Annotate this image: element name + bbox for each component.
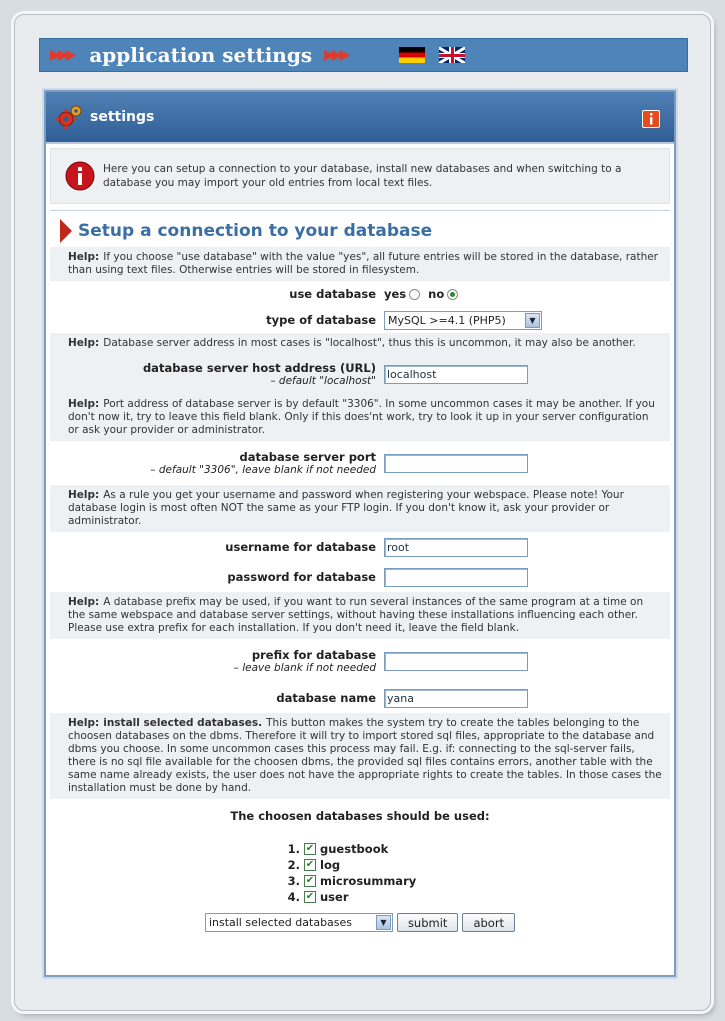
uk-flag-icon[interactable] xyxy=(439,47,465,63)
panel-title: settings xyxy=(90,109,155,125)
gears-icon xyxy=(56,103,84,131)
help-login xyxy=(50,485,670,532)
database-type-select[interactable] xyxy=(384,311,542,330)
database-list xyxy=(50,841,670,905)
host-label xyxy=(50,361,384,387)
help-label: Help: xyxy=(68,596,100,608)
item-number: 3. xyxy=(287,874,300,888)
prefix-label xyxy=(50,648,384,674)
section-title: Setup a connection to your database xyxy=(78,221,433,241)
arrows-icon: ▶▶▶ xyxy=(324,47,348,63)
username-row xyxy=(50,532,670,562)
database-type-value: MySQL >=4.1 (PHP5) xyxy=(388,313,506,327)
no-label: no xyxy=(428,287,445,301)
list-item xyxy=(280,857,670,873)
help-text: This button makes the system try to create the tables belonging to the choosen databases on the dbms. Therefore it will try to import stored sql files, appropriate to the database and dbms you choose. In some uncommon cases this process may fail. E.g. if: connecting to the sql-server fails, there is no sql file available for the choosen dbms, the provided sql files contains errors, another table with the same name already exists, the user does not have the appropriate rights to create the tables. In those cases the installation must be done by hand. xyxy=(68,717,662,794)
help-host xyxy=(50,333,670,354)
help-label: Help: xyxy=(68,717,100,729)
help-prefix xyxy=(50,592,670,639)
info-icon[interactable] xyxy=(642,110,660,128)
chevron-down-icon[interactable]: ▼ xyxy=(376,915,391,930)
chevron-down-icon[interactable]: ▼ xyxy=(525,313,540,328)
settings-panel xyxy=(44,90,676,977)
username-input[interactable] xyxy=(384,538,528,557)
item-number: 1. xyxy=(287,842,300,856)
list-item xyxy=(280,841,670,857)
use-database-no-radio[interactable] xyxy=(447,289,458,300)
item-label: microsummary xyxy=(320,874,417,888)
port-sub-label: – default "3306", leave blank if not needed xyxy=(150,464,376,476)
submit-button[interactable]: submit xyxy=(397,913,459,932)
help-text: A database prefix may be used, if you want to run several instances of the same program at a time on the same webspace and database server settings, without having these installations influencing each other. Please use extra prefix for each installation. If you don't need it, leave the field blank. xyxy=(68,596,644,634)
port-row xyxy=(50,441,670,485)
log-checkbox[interactable]: ✔ xyxy=(305,859,315,870)
port-label-text: database server port xyxy=(239,450,376,464)
app-title: application settings xyxy=(89,43,313,67)
app-title-bar xyxy=(39,38,688,72)
help-install xyxy=(50,713,670,799)
info-icon xyxy=(65,161,95,191)
type-label: type of database xyxy=(266,313,376,327)
intro-text: Here you can setup a connection to your database, install new databases and when switching to a database you may import your old entries from local text files. xyxy=(103,163,622,189)
databases-title: The choosen databases should be used: xyxy=(230,809,490,823)
help-label: Help: xyxy=(68,398,100,410)
dbname-input[interactable] xyxy=(384,689,528,708)
help-install-title: install selected databases. xyxy=(103,717,263,729)
intro-box xyxy=(50,148,670,204)
password-label: password for database xyxy=(227,570,376,584)
use-database-label: use database xyxy=(289,287,376,301)
host-label-text: database server host address (URL) xyxy=(142,361,376,375)
prefix-input[interactable] xyxy=(384,652,528,671)
use-database-row xyxy=(50,281,670,307)
prefix-sub-label: – leave blank if not needed xyxy=(233,662,376,674)
list-item xyxy=(280,873,670,889)
section-header xyxy=(50,210,670,247)
dbname-label: database name xyxy=(276,691,376,705)
list-item xyxy=(280,889,670,905)
guestbook-checkbox[interactable]: ✔ xyxy=(305,843,315,854)
host-row xyxy=(50,354,670,394)
help-label: Help: xyxy=(68,337,100,349)
type-row xyxy=(50,307,670,333)
item-number: 2. xyxy=(287,858,300,872)
action-select-value: install selected databases xyxy=(208,916,353,929)
help-text: Port address of database server is by default "3306". In some uncommon cases it may be another. If you don't now it, try to leave this field blank. Only if this does'nt work, try to look it up in your server configuration or ask your provider or administrator. xyxy=(68,398,655,436)
user-checkbox[interactable]: ✔ xyxy=(305,891,315,902)
item-number: 4. xyxy=(287,890,300,904)
use-database-yes-radio[interactable] xyxy=(409,289,420,300)
help-use-database xyxy=(50,247,670,281)
item-label: guestbook xyxy=(320,842,389,856)
password-input[interactable] xyxy=(384,568,528,587)
help-text: If you choose "use database" with the value "yes", all future entries will be stored in the database, rather than using text files. Otherwise entries will be stored in filesystem. xyxy=(68,251,659,276)
action-select[interactable] xyxy=(205,913,393,932)
prefix-label-text: prefix for database xyxy=(251,648,376,662)
help-port xyxy=(50,394,670,441)
triangle-icon xyxy=(60,219,72,243)
microsummary-checkbox[interactable]: ✔ xyxy=(305,875,315,886)
username-label: username for database xyxy=(225,540,376,554)
item-label: user xyxy=(320,890,349,904)
host-sub-label: – default "localhost" xyxy=(270,375,376,387)
de-flag-icon[interactable] xyxy=(399,47,425,63)
prefix-row xyxy=(50,639,670,683)
help-label: Help: xyxy=(68,251,100,263)
item-label: log xyxy=(320,858,341,872)
host-input[interactable] xyxy=(384,365,528,384)
arrows-icon: ▶▶▶ xyxy=(50,47,74,63)
port-input[interactable] xyxy=(384,454,528,473)
abort-button[interactable]: abort xyxy=(462,913,515,932)
help-text: As a rule you get your username and password when registering your webspace. Please note! Your database login is most often NOT the same as your FTP login. If you don't know it, ask your provider or administrator. xyxy=(68,489,624,527)
panel-header xyxy=(46,92,674,144)
help-text: Database server address in most cases is "localhost", thus this is uncommon, it may also be another. xyxy=(103,337,636,349)
dbname-row xyxy=(50,683,670,713)
password-row xyxy=(50,562,670,592)
action-bar xyxy=(46,913,674,932)
yes-label: yes xyxy=(384,287,407,301)
port-label xyxy=(50,450,384,476)
help-label: Help: xyxy=(68,489,100,501)
